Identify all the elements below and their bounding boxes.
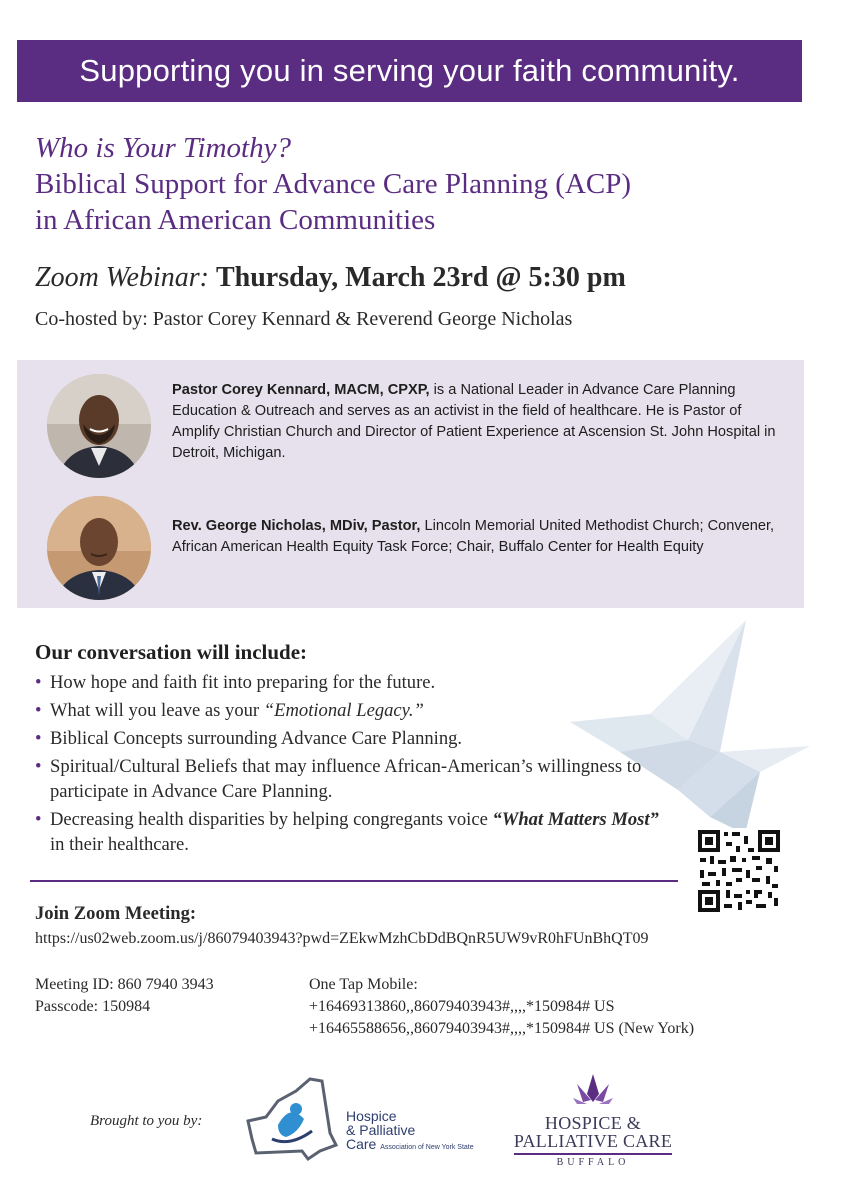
item-text: Biblical Concepts surrounding Advance Care Planning. — [50, 728, 463, 749]
list-item — [35, 754, 675, 804]
speaker-2-text: Lincoln Memorial United Methodist Church; Convener, African American Health Equity Task Force; Chair, Buffalo Center for Health Equity — [172, 518, 775, 555]
meeting-id: Meeting ID: 860 7940 3943 — [35, 976, 214, 993]
speaker-1-name: Pastor Corey Kennard, MACM, CPXP, — [172, 382, 430, 398]
item-emphasis: “Emotional Legacy.” — [263, 700, 424, 721]
zoom-link[interactable]: https://us02web.zoom.us/j/86079403943?pwd=ZEkwMzhCbDdBQnR5UW9vR0hFUnBhQT09 — [35, 930, 649, 947]
header-banner — [17, 40, 802, 102]
cohost-line: Co-hosted by: Pastor Corey Kennard & Reverend George Nicholas — [35, 308, 573, 330]
one-tap-heading: One Tap Mobile: — [309, 976, 418, 993]
logo2-line-3: BUFFALO — [556, 1157, 630, 1168]
banner-text: Supporting you in serving your faith community. — [79, 53, 740, 88]
item-text: What will you leave as your — [50, 700, 264, 721]
hpcanys-text — [346, 1109, 474, 1155]
list-item — [35, 670, 675, 695]
bullet-icon: • — [35, 756, 42, 777]
webinar-datetime: Thursday, March 23rd @ 5:30 pm — [215, 262, 626, 293]
logo1-line-3: Care — [346, 1136, 377, 1152]
hpcanys-logo — [238, 1073, 483, 1165]
bullet-icon: • — [35, 672, 42, 693]
hospice-buffalo-logo — [512, 1070, 674, 1170]
page-title — [35, 130, 815, 238]
one-tap-number-1[interactable]: +16469313860,,86079403943#,,,,*150984# US — [309, 998, 615, 1015]
conversation-heading: Our conversation will include: — [35, 640, 308, 664]
zoom-heading: Join Zoom Meeting: — [35, 903, 197, 924]
item-text: Decreasing health disparities by helping congregants voice — [50, 809, 493, 830]
title-line-1: Who is Your Timothy? — [35, 132, 291, 164]
logo2-line-1: HOSPICE & — [544, 1113, 642, 1133]
speaker-1-photo — [47, 374, 151, 478]
title-line-2: Biblical Support for Advance Care Planning (ACP) — [35, 168, 632, 200]
one-tap-mobile — [309, 974, 694, 1040]
lotus-logo-icon — [573, 1072, 613, 1108]
bullet-icon: • — [35, 809, 42, 830]
speaker-2-bio — [172, 516, 782, 558]
section-divider — [30, 880, 678, 882]
item-emphasis: “What Matters Most” — [492, 809, 659, 830]
bullet-icon: • — [35, 728, 42, 749]
speaker-1-bio — [172, 380, 782, 464]
logo2-rule — [514, 1153, 672, 1155]
meeting-details — [35, 974, 214, 1018]
item-text-tail: in their healthcare. — [50, 834, 189, 855]
speaker-panel — [17, 360, 804, 608]
conversation-list — [35, 670, 675, 860]
qr-code-icon[interactable] — [696, 828, 782, 914]
speaker-2-photo — [47, 496, 151, 600]
speaker-1-text: is a National Leader in Advance Care Planning Education & Outreach and serves as an activist in the field of healthcare. He is Pastor of Amplify Christian Church and Director of Patient Experience at Ascension St. John Hospital in Detroit, Michigan. — [172, 382, 776, 461]
brought-to-you-label: Brought to you by: — [90, 1113, 203, 1129]
nys-map-logo-icon — [238, 1073, 348, 1165]
logo1-association: Association of New York State — [380, 1144, 474, 1151]
webinar-label: Zoom Webinar: — [35, 262, 209, 293]
logo2-line-2: PALLIATIVE CARE — [513, 1131, 673, 1151]
one-tap-number-2[interactable]: +16465588656,,86079403943#,,,,*150984# US (New York) — [309, 1020, 695, 1037]
logo1-line-1: Hospice — [346, 1108, 397, 1124]
list-item — [35, 726, 675, 751]
list-item — [35, 698, 675, 723]
title-line-3: in African American Communities — [35, 204, 436, 236]
logo1-line-2: & Palliative — [346, 1122, 416, 1138]
webinar-info — [35, 262, 626, 294]
speaker-2-name: Rev. George Nicholas, MDiv, Pastor, — [172, 518, 421, 534]
item-text: How hope and faith fit into preparing for the future. — [50, 672, 436, 693]
passcode: Passcode: 150984 — [35, 998, 151, 1015]
list-item — [35, 807, 675, 857]
bullet-icon: • — [35, 700, 42, 721]
item-text: Spiritual/Cultural Beliefs that may influence African-American’s willingness to participate in Advance Care Planning. — [50, 756, 642, 802]
